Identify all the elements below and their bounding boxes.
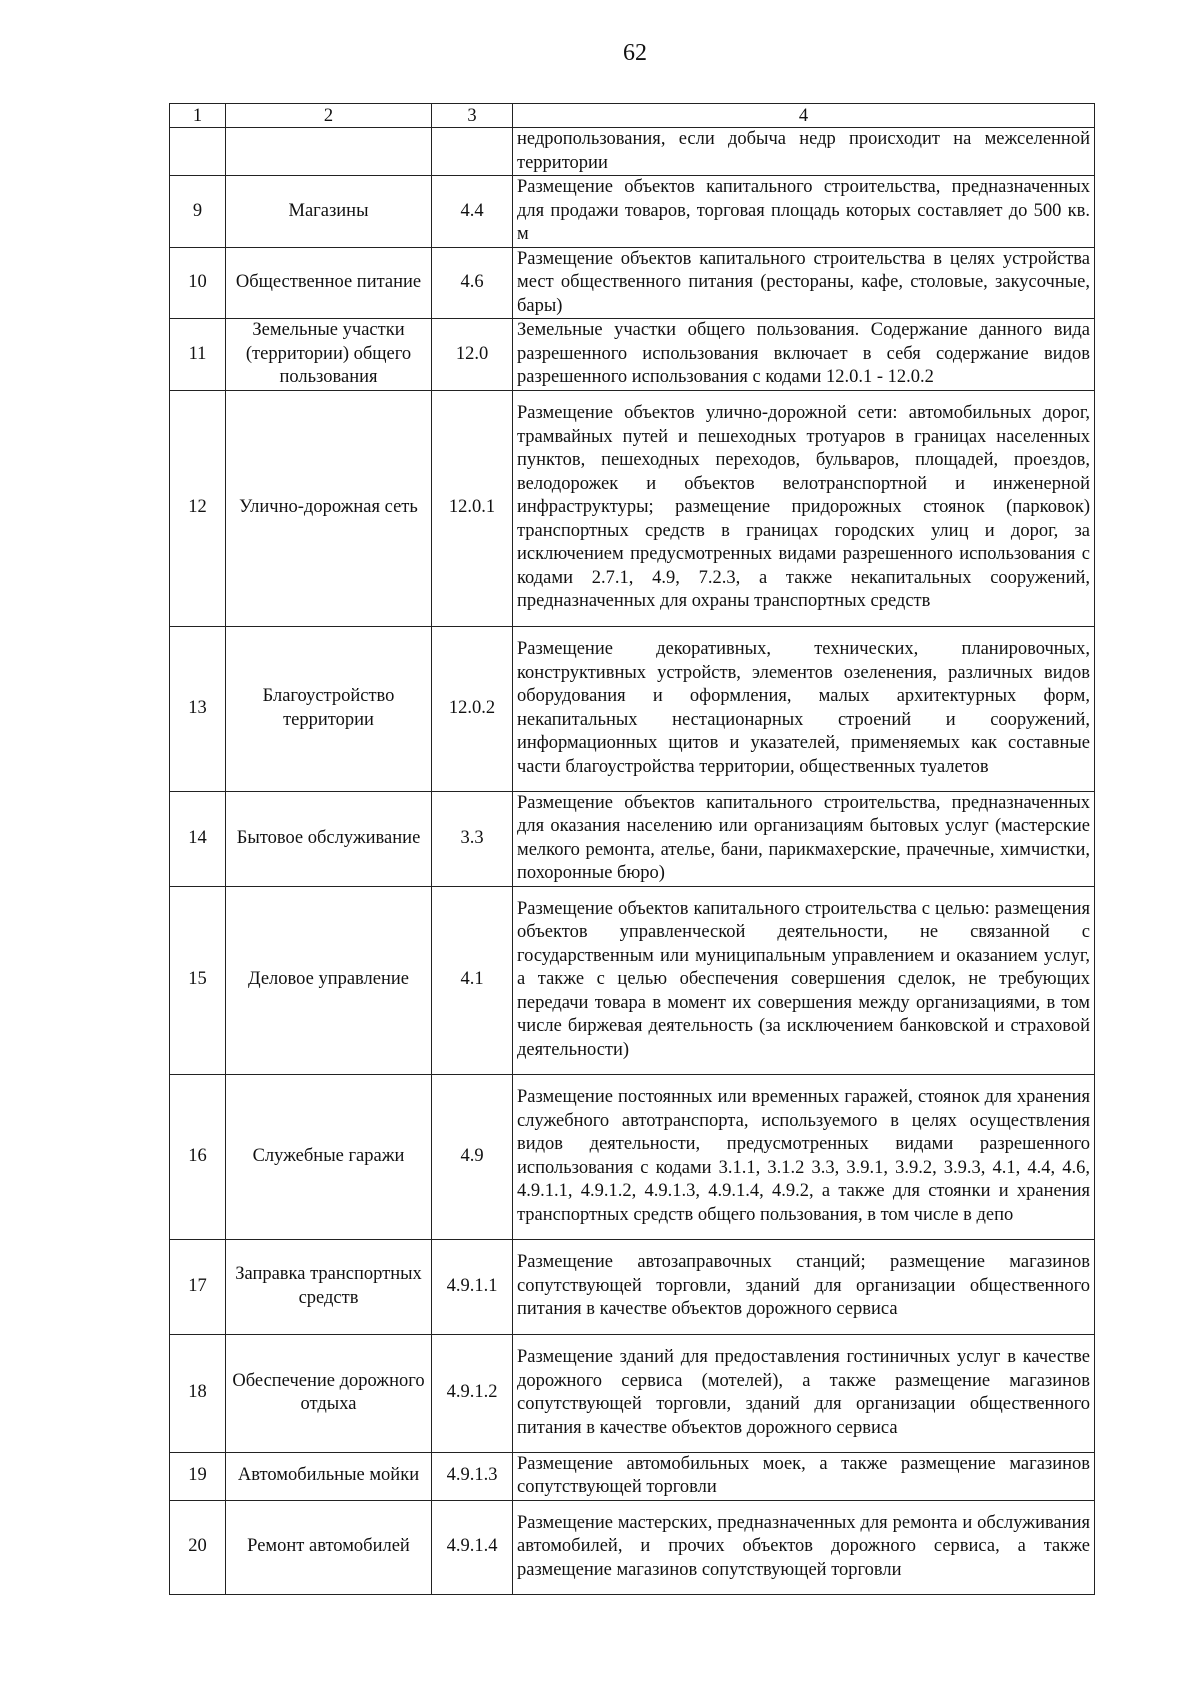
table-row — [170, 1334, 1095, 1452]
header-row — [170, 104, 1095, 128]
row-number: 12 — [170, 390, 226, 626]
use-type-description: Размещение зданий для предоставления гостиничных услуг в качестве дорожного сервиса (мотелей), а также размещение магазинов сопутствующей торговли, зданий для организации общественного питания в качестве объектов дорожного сервиса — [513, 1334, 1095, 1452]
use-type-name: Обеспечение дорожного отдыха — [226, 1334, 432, 1452]
use-type-code: 4.9.1.2 — [432, 1334, 513, 1452]
use-type-description: Земельные участки общего пользования. Содержание данного вида разрешенного использования включает в себя содержание видов разрешенного использования с кодами 12.0.1 - 12.0.2 — [513, 319, 1095, 391]
use-type-code: 4.9.1.1 — [432, 1239, 513, 1334]
use-type-code: 4.6 — [432, 247, 513, 319]
row-number: 10 — [170, 247, 226, 319]
table-row — [170, 1074, 1095, 1239]
use-type-description: Размещение объектов улично-дорожной сети: автомобильных дорог, трамвайных путей и пешеходных тротуаров в границах населенных пунктов, пешеходных переходов, бульваров, площадей, проездов, велодорожек и объектов велотранспортной и инженерной инфраструктуры; размещение придорожных стоянок (парковок) транспортных средств в границах городских улиц и дорог, за исключением предусмотренных видами разрешенного использования с кодами 2.7.1, 4.9, 7.2.3, а также некапитальных сооружений, предназначенных для охраны транспортных средств — [513, 390, 1095, 626]
use-type-code: 4.9.1.3 — [432, 1452, 513, 1500]
use-type-description: Размещение автозаправочных станций; размещение магазинов сопутствующей торговли, зданий для организации общественного питания в качестве объектов дорожного сервиса — [513, 1239, 1095, 1334]
use-type-name: Благоустройство территории — [226, 626, 432, 791]
page-number: 62 — [623, 40, 647, 66]
use-type-code: 12.0.1 — [432, 390, 513, 626]
table-row — [170, 128, 1095, 176]
table-row — [170, 1452, 1095, 1500]
table-row — [170, 1500, 1095, 1594]
table-row — [170, 390, 1095, 626]
use-type-description: недропользования, если добыча недр происходит на межселенной территории — [513, 128, 1095, 176]
use-type-description: Размещение мастерских, предназначенных для ремонта и обслуживания автомобилей, и прочих объектов дорожного сервиса, а также размещение магазинов сопутствующей торговли — [513, 1500, 1095, 1594]
row-number: 13 — [170, 626, 226, 791]
row-number — [170, 128, 226, 176]
use-type-name: Общественное питание — [226, 247, 432, 319]
use-type-description: Размещение декоративных, технических, планировочных, конструктивных устройств, элементов озеленения, различных видов оборудования и оформления, малых архитектурных форм, некапитальных нестационарных строений и сооружений, информационных щитов и указателей, применяемых как составные части благоустройства территории, общественных туалетов — [513, 626, 1095, 791]
table-row — [170, 319, 1095, 391]
table-row — [170, 791, 1095, 886]
land-use-table — [169, 103, 1095, 1595]
row-number: 11 — [170, 319, 226, 391]
use-type-code: 3.3 — [432, 791, 513, 886]
use-type-name: Бытовое обслуживание — [226, 791, 432, 886]
use-type-code: 4.9.1.4 — [432, 1500, 513, 1594]
row-number: 15 — [170, 886, 226, 1074]
use-type-code: 4.4 — [432, 176, 513, 248]
table-row — [170, 1239, 1095, 1334]
row-number: 20 — [170, 1500, 226, 1594]
use-type-description: Размещение объектов капитального строительства, предназначенных для оказания населению или организациям бытовых услуг (мастерские мелкого ремонта, ателье, бани, парикмахерские, прачечные, химчистки, похоронные бюро) — [513, 791, 1095, 886]
use-type-description: Размещение объектов капитального строительства, предназначенных для продажи товаров, торговая площадь которых составляет до 500 кв. м — [513, 176, 1095, 248]
use-type-name: Ремонт автомобилей — [226, 1500, 432, 1594]
table-row — [170, 247, 1095, 319]
use-type-description: Размещение объектов капитального строительства с целью: размещения объектов управленческой деятельности, не связанной с государственным или муниципальным управлением и оказанием услуг, а также с целью обеспечения совершения сделок, не требующих передачи товара в момент их совершения между организациями, в том числе биржевая деятельность (за исключением банковской и страховой деятельности) — [513, 886, 1095, 1074]
use-type-name: Автомобильные мойки — [226, 1452, 432, 1500]
header-col-1: 1 — [170, 104, 226, 128]
use-type-name — [226, 128, 432, 176]
header-col-2: 2 — [226, 104, 432, 128]
use-type-name: Служебные гаражи — [226, 1074, 432, 1239]
use-type-name: Заправка транспортных средств — [226, 1239, 432, 1334]
header-col-4: 4 — [513, 104, 1095, 128]
table-row — [170, 176, 1095, 248]
use-type-code: 4.9 — [432, 1074, 513, 1239]
row-number: 19 — [170, 1452, 226, 1500]
use-type-description: Размещение постоянных или временных гаражей, стоянок для хранения служебного автотранспорта, используемого в целях осуществления видов деятельности, предусмотренных видами разрешенного использования с кодами 3.1.1, 3.1.2 3.3, 3.9.1, 3.9.2, 3.9.3, 4.1, 4.4, 4.6, 4.9.1.1, 4.9.1.2, 4.9.1.3, 4.9.1.4, 4.9.2, а также для стоянки и хранения транспортных средств общего пользования, в том числе в депо — [513, 1074, 1095, 1239]
use-type-code — [432, 128, 513, 176]
row-number: 14 — [170, 791, 226, 886]
use-type-code: 4.1 — [432, 886, 513, 1074]
row-number: 16 — [170, 1074, 226, 1239]
use-type-description: Размещение автомобильных моек, а также размещение магазинов сопутствующей торговли — [513, 1452, 1095, 1500]
use-type-name: Земельные участки (территории) общего пользования — [226, 319, 432, 391]
row-number: 18 — [170, 1334, 226, 1452]
use-type-name: Магазины — [226, 176, 432, 248]
use-type-code: 12.0.2 — [432, 626, 513, 791]
row-number: 17 — [170, 1239, 226, 1334]
table-row — [170, 626, 1095, 791]
use-type-description: Размещение объектов капитального строительства в целях устройства мест общественного питания (рестораны, кафе, столовые, закусочные, бары) — [513, 247, 1095, 319]
row-number: 9 — [170, 176, 226, 248]
header-col-3: 3 — [432, 104, 513, 128]
table-row — [170, 886, 1095, 1074]
use-type-name: Улично-дорожная сеть — [226, 390, 432, 626]
use-type-code: 12.0 — [432, 319, 513, 391]
use-type-name: Деловое управление — [226, 886, 432, 1074]
